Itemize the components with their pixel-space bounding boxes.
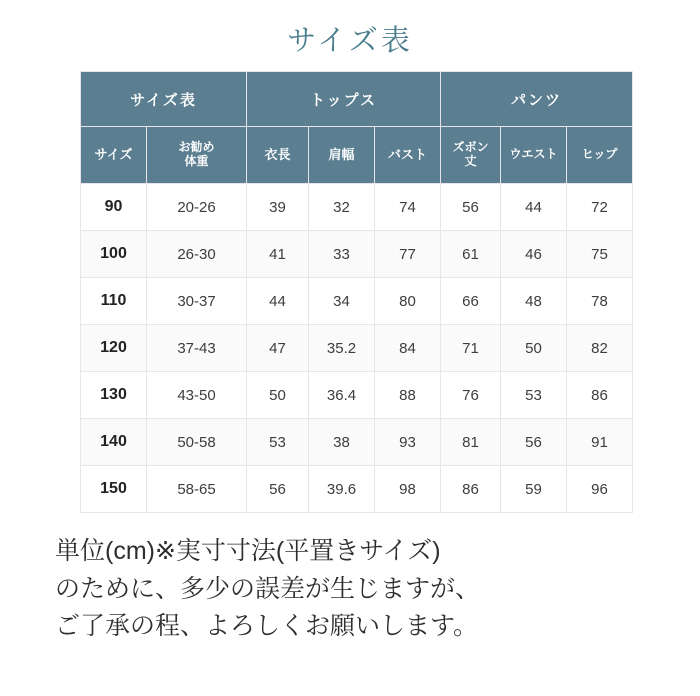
cell-shoulder: 34 — [309, 278, 375, 325]
cell-hip: 91 — [567, 419, 633, 466]
note-line-1: 単位(cm)※実寸寸法(平置きサイズ) — [55, 537, 441, 565]
cell-length: 41 — [247, 231, 309, 278]
size-table-container — [80, 71, 620, 513]
size-table — [80, 71, 633, 513]
cell-weight: 30-37 — [147, 278, 247, 325]
cell-bust: 98 — [375, 466, 441, 513]
cell-bust: 88 — [375, 372, 441, 419]
cell-weight: 58-65 — [147, 466, 247, 513]
column-header-recommended-weight-line1: お勧め — [178, 140, 215, 155]
cell-pants-length: 81 — [441, 419, 501, 466]
cell-pants-length: 61 — [441, 231, 501, 278]
cell-waist: 46 — [501, 231, 567, 278]
cell-waist: 59 — [501, 466, 567, 513]
cell-weight: 20-26 — [147, 184, 247, 231]
table-group-header-row — [81, 72, 633, 127]
table-row — [81, 184, 633, 231]
column-header-shoulder: 肩幅 — [309, 127, 375, 184]
cell-bust: 74 — [375, 184, 441, 231]
table-row — [81, 278, 633, 325]
group-header-pants: パンツ — [441, 72, 633, 127]
cell-size: 140 — [81, 419, 147, 466]
column-header-bust: バスト — [375, 127, 441, 184]
cell-length: 39 — [247, 184, 309, 231]
cell-weight: 37-43 — [147, 325, 247, 372]
cell-weight: 50-58 — [147, 419, 247, 466]
cell-weight: 26-30 — [147, 231, 247, 278]
column-header-recommended-weight-line2: 体重 — [184, 154, 209, 168]
cell-length: 56 — [247, 466, 309, 513]
cell-bust: 77 — [375, 231, 441, 278]
cell-hip: 82 — [567, 325, 633, 372]
column-header-length: 衣長 — [247, 127, 309, 184]
page-title: サイズ表 — [287, 25, 413, 57]
table-row — [81, 372, 633, 419]
cell-bust: 93 — [375, 419, 441, 466]
cell-waist: 53 — [501, 372, 567, 419]
cell-waist: 44 — [501, 184, 567, 231]
cell-pants-length: 66 — [441, 278, 501, 325]
cell-shoulder: 36.4 — [309, 372, 375, 419]
cell-pants-length: 86 — [441, 466, 501, 513]
cell-hip: 75 — [567, 231, 633, 278]
cell-length: 53 — [247, 419, 309, 466]
column-header-pants-length-line1: ズボン — [452, 140, 489, 155]
cell-shoulder: 32 — [309, 184, 375, 231]
cell-hip: 96 — [567, 466, 633, 513]
note-line-2: のために、多少の誤差が生じますが、 — [55, 574, 481, 603]
group-header-tops: トップス — [247, 72, 441, 127]
column-header-size: サイズ — [81, 127, 147, 184]
cell-size: 150 — [81, 466, 147, 513]
column-header-recommended-weight — [147, 127, 247, 184]
cell-pants-length: 71 — [441, 325, 501, 372]
table-row — [81, 325, 633, 372]
measurement-note — [55, 513, 645, 646]
cell-weight: 43-50 — [147, 372, 247, 419]
cell-size: 120 — [81, 325, 147, 372]
cell-waist: 56 — [501, 419, 567, 466]
cell-hip: 86 — [567, 372, 633, 419]
cell-waist: 50 — [501, 325, 567, 372]
cell-shoulder: 33 — [309, 231, 375, 278]
note-line-3: ご了承の程、よろしくお願いします。 — [55, 612, 479, 640]
cell-bust: 84 — [375, 325, 441, 372]
column-header-hip: ヒップ — [567, 127, 633, 184]
table-row — [81, 466, 633, 513]
cell-length: 50 — [247, 372, 309, 419]
cell-pants-length: 56 — [441, 184, 501, 231]
cell-size: 130 — [81, 372, 147, 419]
cell-shoulder: 35.2 — [309, 325, 375, 372]
cell-bust: 80 — [375, 278, 441, 325]
cell-shoulder: 39.6 — [309, 466, 375, 513]
cell-length: 44 — [247, 278, 309, 325]
cell-length: 47 — [247, 325, 309, 372]
cell-pants-length: 76 — [441, 372, 501, 419]
cell-hip: 72 — [567, 184, 633, 231]
cell-size: 90 — [81, 184, 147, 231]
column-header-pants-length — [441, 127, 501, 184]
table-column-header-row — [81, 127, 633, 184]
cell-size: 110 — [81, 278, 147, 325]
column-header-pants-length-line2: 丈 — [464, 154, 477, 168]
cell-hip: 78 — [567, 278, 633, 325]
column-header-waist: ウエスト — [501, 127, 567, 184]
cell-size: 100 — [81, 231, 147, 278]
table-row — [81, 419, 633, 466]
cell-shoulder: 38 — [309, 419, 375, 466]
group-header-size: サイズ表 — [81, 72, 247, 127]
cell-waist: 48 — [501, 278, 567, 325]
table-row — [81, 231, 633, 278]
